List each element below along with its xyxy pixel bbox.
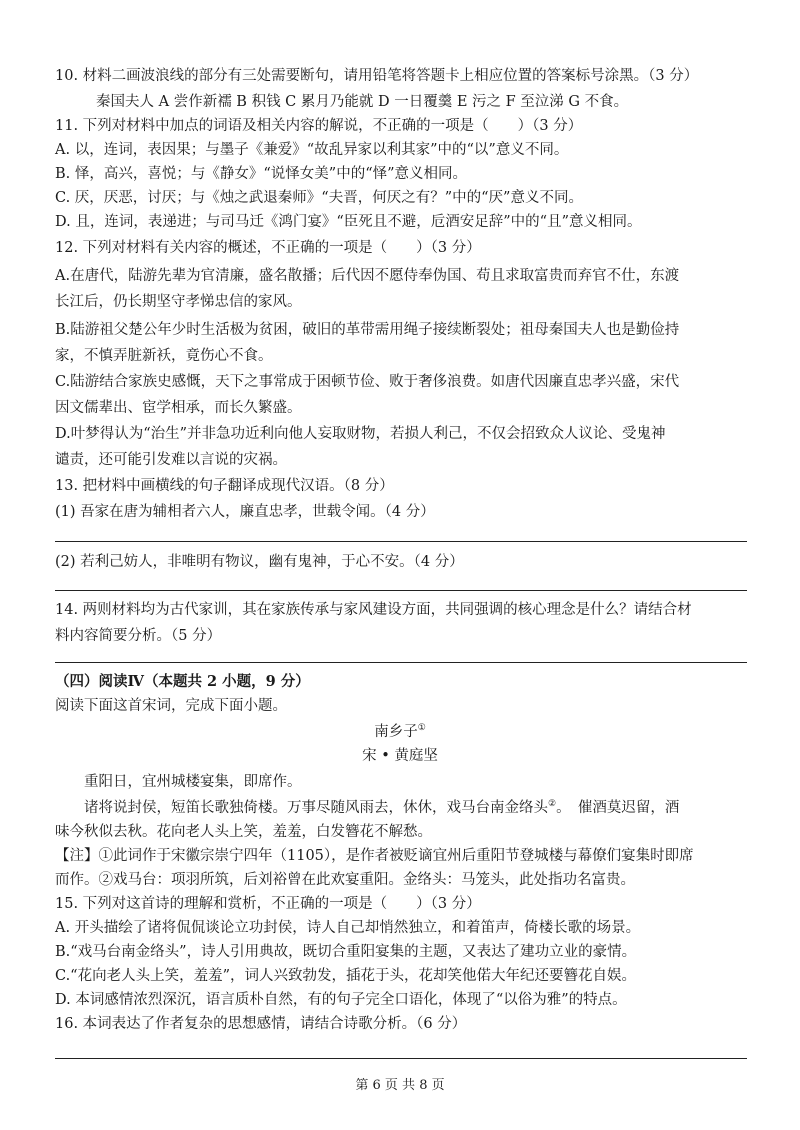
- q11-option-c: C. 厌，厌恶，讨厌；与《烛之武退秦师》“夫晋，何厌之有？”中的“厌”意义不同。: [55, 190, 583, 206]
- q15-option-b: B.“戏马台南金络头”，诗人引用典故，既切合重阳宴集的主题，又表达了建功立业的豪情。: [55, 944, 637, 960]
- q11-option-b: B. 怿，高兴，喜悦；与《静女》“说怿女美”中的“怿”意义相同。: [55, 166, 468, 182]
- poem-line-2: 味今秋似去秋。花向老人头上笑，羞羞，白发簪花不解愁。: [55, 824, 432, 840]
- q15-option-d: D. 本词感情浓烈深沉，语言质朴自然，有的句子完全口语化，体现了“以俗为雅”的特点。: [55, 992, 627, 1008]
- q10-sentence: 秦国夫人 A 尝作新襦 B 积钱 C 累月乃能就 D 一日覆羹 E 污之 F 至泣涕 G 不食。: [96, 94, 629, 110]
- q15-option-a: A. 开头描绘了诸将侃侃谈论立功封侯，诗人自己却悄然独立，和着笛声，倚楼长歌的场景。: [55, 920, 641, 936]
- poem-line-1a: 诸将说封侯，短笛长歌独倚楼。万事尽随风雨去，休休，戏马台南金络头: [84, 800, 548, 816]
- q13-sentence-1: (1) 吾家在唐为辅相者六人，廉直忠孝，世载令闻。（4 分）: [55, 504, 435, 520]
- q12-option-d-line2: 谴责，还可能引发难以言说的灾祸。: [55, 452, 287, 468]
- poem-preface: 重阳日，宜州城楼宴集，即席作。: [84, 774, 302, 790]
- q12-option-a-line1: A.在唐代，陆游先辈为官清廉，盛名散播；后代因不愿侍奉伪国、苟且求取富贵而弃官不仕，东渡: [55, 268, 680, 284]
- page-number: 第 6 页 共 8 页: [355, 1078, 445, 1093]
- q10-stem: 10. 材料二画波浪线的部分有三处需要断句，请用铅笔将答题卡上相应位置的答案标号涂黑。（3 分）: [55, 68, 699, 84]
- poem-title-note-mark: ①: [417, 723, 426, 734]
- notes-line1: 【注】①此词作于宋徽宗崇宁四年（1105），是作者被贬谪宜州后重阳节登城楼与幕僚们宴集时即席: [55, 848, 694, 864]
- answer-line: [55, 1058, 747, 1059]
- q12-option-a-line2: 长江后，仍长期坚守孝悌忠信的家风。: [55, 294, 302, 310]
- q13-stem: 13. 把材料中画横线的句子翻译成现代汉语。（8 分）: [55, 478, 394, 494]
- q12-stem: 12. 下列对材料有关内容的概述，不正确的一项是（ ）（3 分）: [55, 240, 481, 256]
- q14-stem-line1: 14. 两则材料均为古代家训，其在家族传承与家风建设方面，共同强调的核心理念是什么？请结合材: [55, 602, 692, 618]
- section-intro: 阅读下面这首宋词，完成下面小题。: [55, 698, 287, 714]
- q11-option-a: A. 以，连词，表因果；与墨子《兼爱》“故乱异家以利其家”中的“以”意义不同。: [55, 142, 569, 158]
- poem-title: [0, 722, 800, 742]
- q12-option-b-line2: 家，不慎弄脏新袄，竟伤心不食。: [55, 348, 273, 364]
- q15-option-c: C.“花向老人头上笑，羞羞”，词人兴致勃发，插花于头，花却笑他偌大年纪还要簪花自娱。: [55, 968, 637, 984]
- answer-line: [55, 541, 747, 542]
- answer-line: [55, 590, 747, 591]
- poem-line-1b: 。 催酒莫迟留，酒: [556, 800, 680, 816]
- answer-line: [55, 662, 747, 663]
- q12-option-c-line2: 因文儒辈出、宦学相承，而长久繁盛。: [55, 400, 302, 416]
- q12-option-b-line1: B.陆游祖父楚公年少时生活极为贫困，破旧的革带需用绳子接续断裂处；祖母秦国夫人也是勤俭持: [55, 322, 680, 338]
- q12-option-c-line1: C.陆游结合家族史感慨，天下之事常成于困顿节俭、败于奢侈浪费。如唐代因廉直忠孝兴盛，宋代: [55, 374, 680, 390]
- poem-title-text: 南乡子: [374, 724, 418, 740]
- q12-option-d-line1: D.叶梦得认为“治生”并非急功近利向他人妄取财物，若损人利己，不仅会招致众人议论、受鬼神: [55, 426, 666, 442]
- notes-line2: 而作。②戏马台：项羽所筑，后刘裕曾在此欢宴重阳。金络头：马笼头，此处指功名富贵。: [55, 872, 635, 888]
- q16-stem: 16. 本词表达了作者复杂的思想感情，请结合诗歌分析。（6 分）: [55, 1016, 467, 1032]
- q14-stem-line2: 料内容简要分析。（5 分）: [55, 628, 222, 644]
- q11-option-d: D. 且，连词，表递进；与司马迁《鸿门宴》“臣死且不避，卮酒安足辞”中的“且”意义相同。: [55, 214, 642, 230]
- poem-line-1-note-mark: ②: [548, 799, 557, 810]
- poem-line-1: [84, 798, 679, 818]
- q13-sentence-2: (2) 若利己妨人，非唯明有物议，幽有鬼神，于心不安。（4 分）: [55, 554, 464, 570]
- poem-author: 宋 • 黄庭坚: [362, 748, 438, 764]
- q11-stem: 11. 下列对材料中加点的词语及相关内容的解说，不正确的一项是（ ）（3 分）: [55, 118, 583, 134]
- q15-stem: 15. 下列对这首诗的理解和赏析，不正确的一项是（ ）（3 分）: [55, 896, 481, 912]
- section-title: （四）阅读Ⅳ（本题共 2 小题，9 分）: [55, 673, 310, 690]
